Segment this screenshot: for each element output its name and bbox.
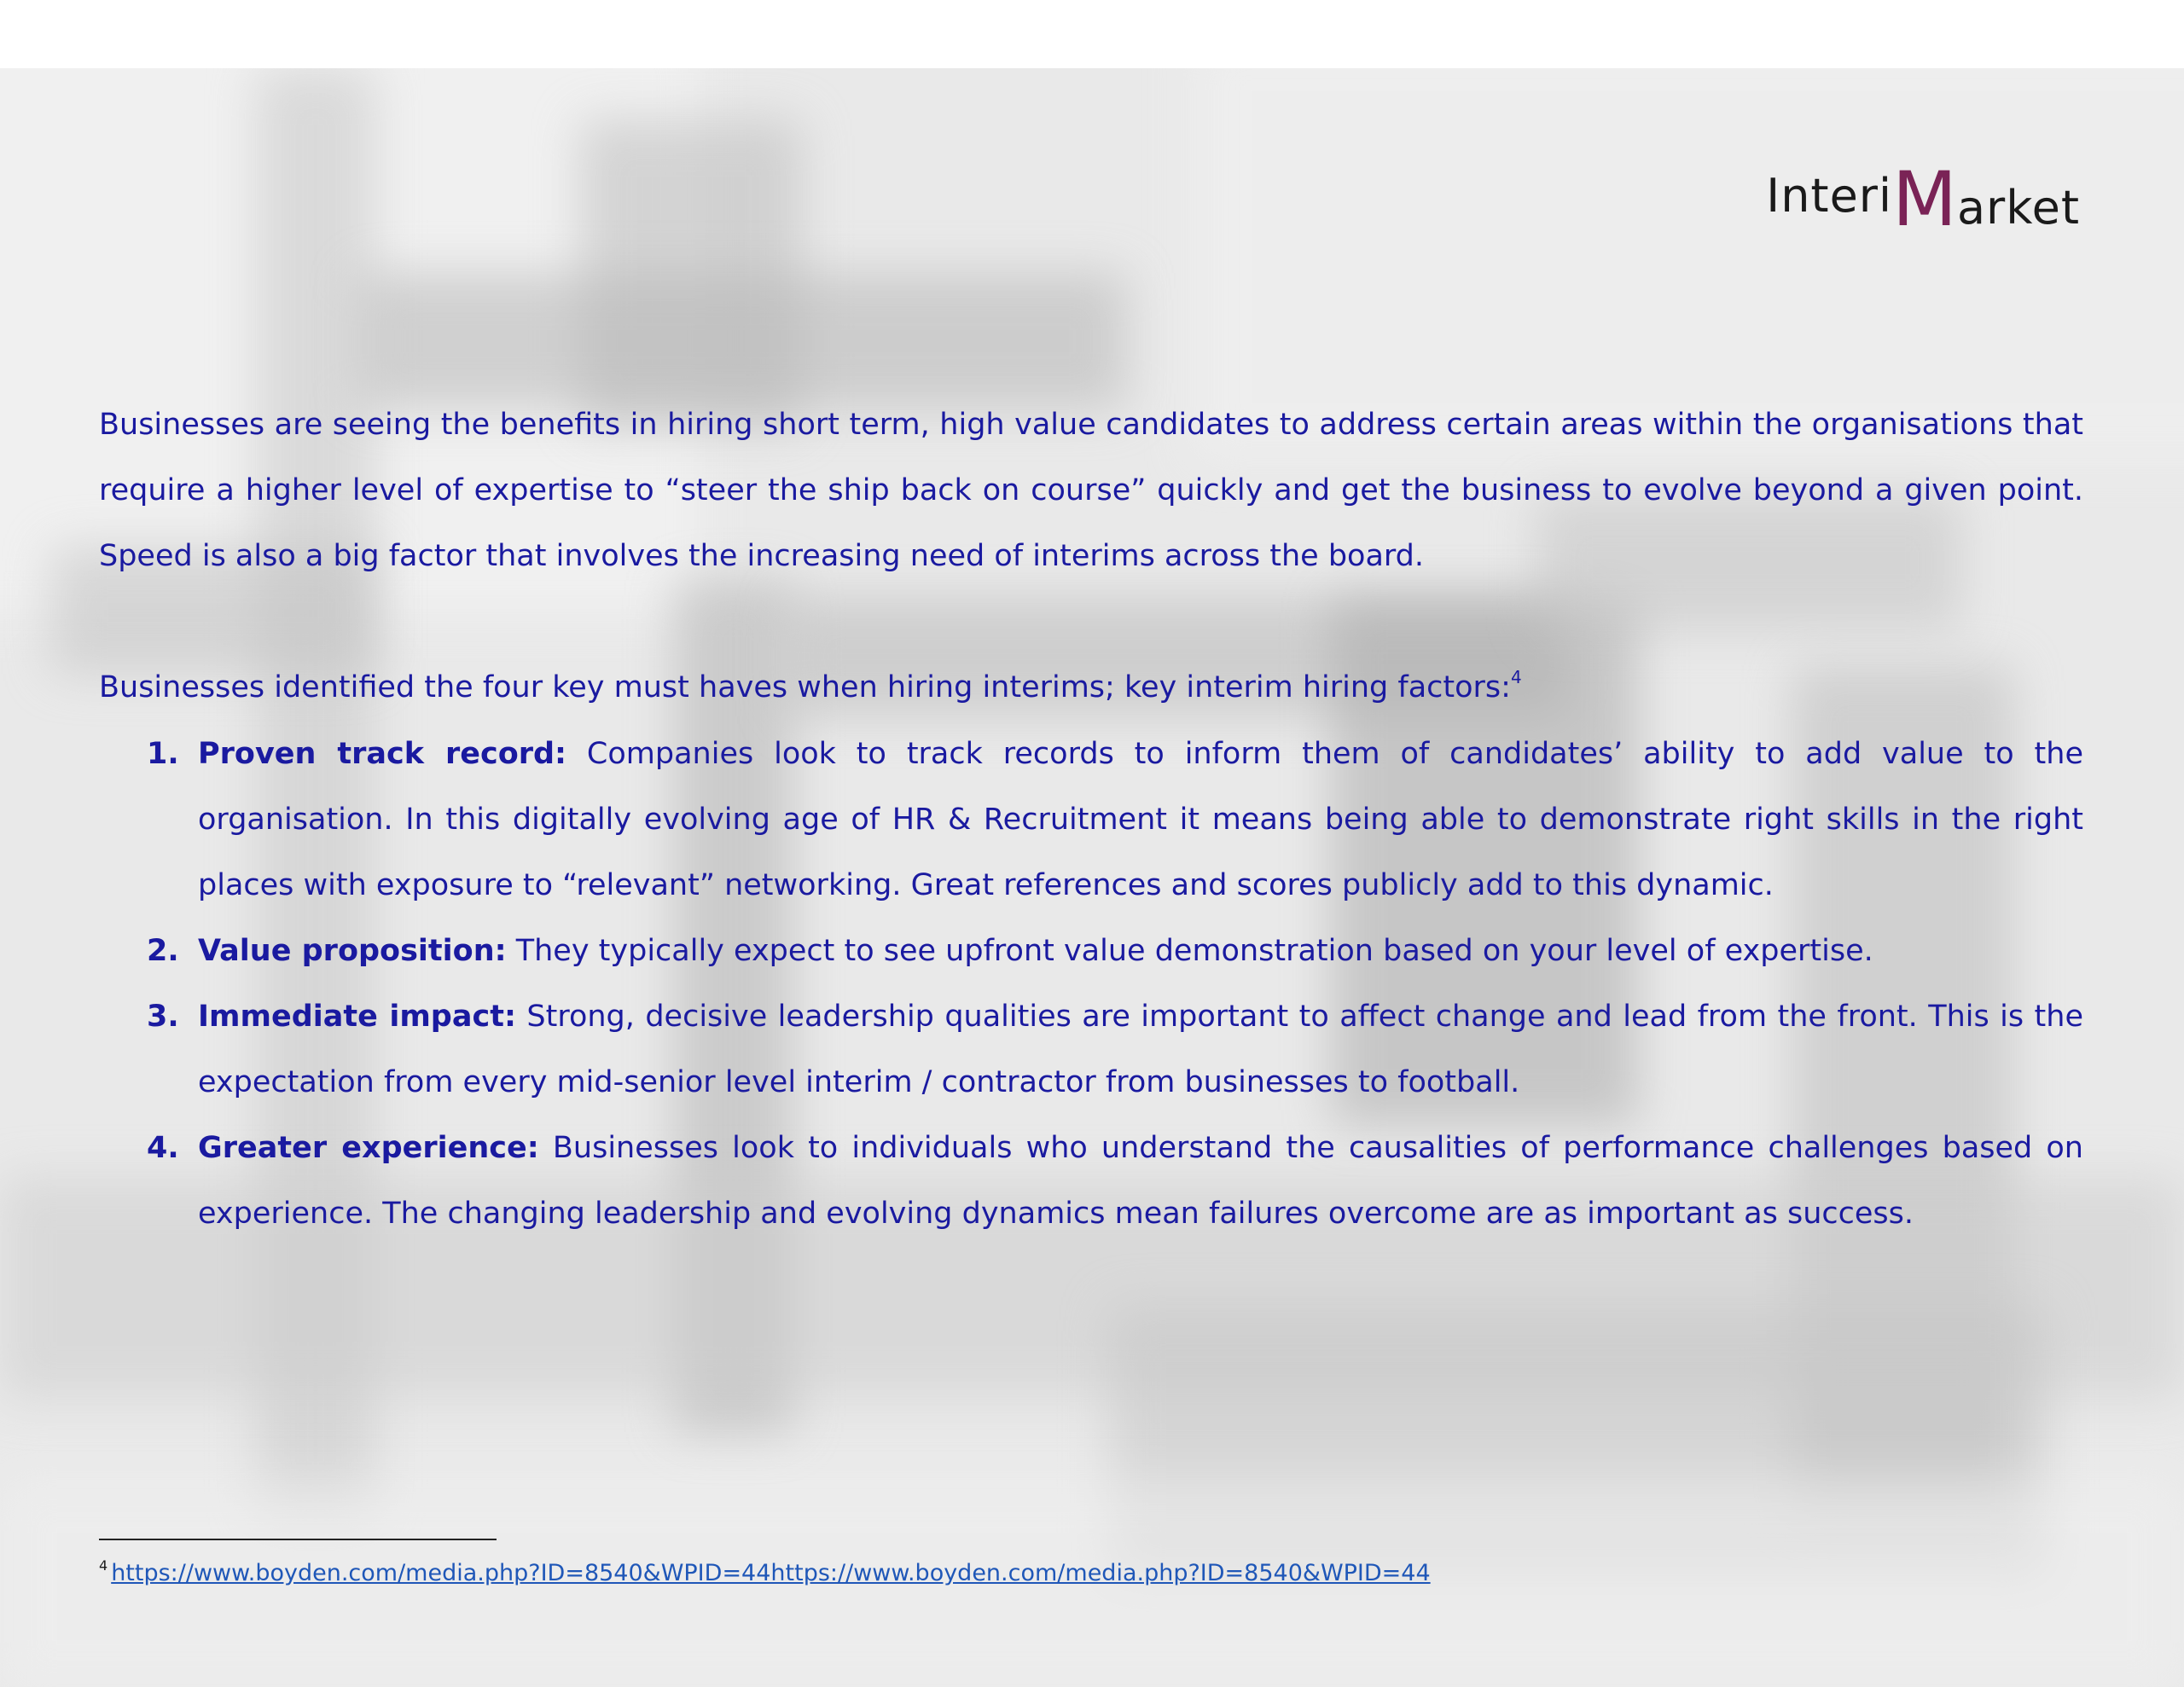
logo-big-m: M <box>1892 155 1957 243</box>
footnote-reference[interactable]: 4 <box>1510 667 1522 687</box>
list-number: 2. <box>147 934 179 968</box>
list-text: They typically expect to see upfront value demonstration based on your level of expertise. <box>506 934 1873 968</box>
list-term: Immediate impact: <box>198 1000 516 1034</box>
list-item <box>99 919 2083 984</box>
intro-paragraph: Businesses are seeing the benefits in hiring short term, high value candidates to address certain areas within the organisations that require a higher level of expertise to “steer the ship back on course” quickly and get the business to evolve beyond a given point. Speed is also a big factor that involves the increasing need of interims across the board. <box>99 408 2083 573</box>
footnote-divider <box>99 1539 497 1540</box>
list-text: Strong, decisive leadership qualities are important to affect change and lead from the front. This is the expectation from every mid-senior level interim / contractor from businesses to football. <box>198 1000 2083 1099</box>
list-number: 4. <box>147 1131 179 1165</box>
logo-text-part1: Interi <box>1766 169 1893 223</box>
hiring-factors-list <box>99 722 2083 1247</box>
list-term: Value proposition: <box>198 934 507 968</box>
list-item <box>99 984 2083 1116</box>
list-term: Greater experience: <box>198 1131 539 1165</box>
list-text: Companies look to track records to inform them of candidates’ ability to add value to the organisation. In this digitally evolving age of HR & Recruitment it means being able to demonstrate right skills in the right places with exposure to “relevant” networking. Great references and scores publicly add to this dynamic. <box>198 737 2083 902</box>
list-item <box>99 722 2083 919</box>
footnote <box>99 1557 1431 1586</box>
list-number: 3. <box>147 1000 179 1034</box>
footnote-link[interactable]: https://www.boyden.com/media.php?ID=8540&WPID=44https://www.boyden.com/media.php?ID=8540&WPID=44 <box>111 1560 1431 1586</box>
footnote-mark: 4 <box>99 1557 108 1574</box>
list-number: 1. <box>147 737 179 771</box>
list-item <box>99 1116 2083 1247</box>
list-term: Proven track record: <box>198 737 567 771</box>
factors-intro-text: Businesses identified the four key must haves when hiring interims; key interim hiring factors: <box>99 670 1511 704</box>
interimarket-logo <box>1766 155 2080 243</box>
factors-intro-paragraph <box>99 655 2083 721</box>
logo-text-part2: arket <box>1956 181 2080 235</box>
list-text: Businesses look to individuals who understand the causalities of performance challenges based on experience. The changing leadership and evolving dynamics mean failures overcome are as important as success. <box>198 1131 2083 1231</box>
